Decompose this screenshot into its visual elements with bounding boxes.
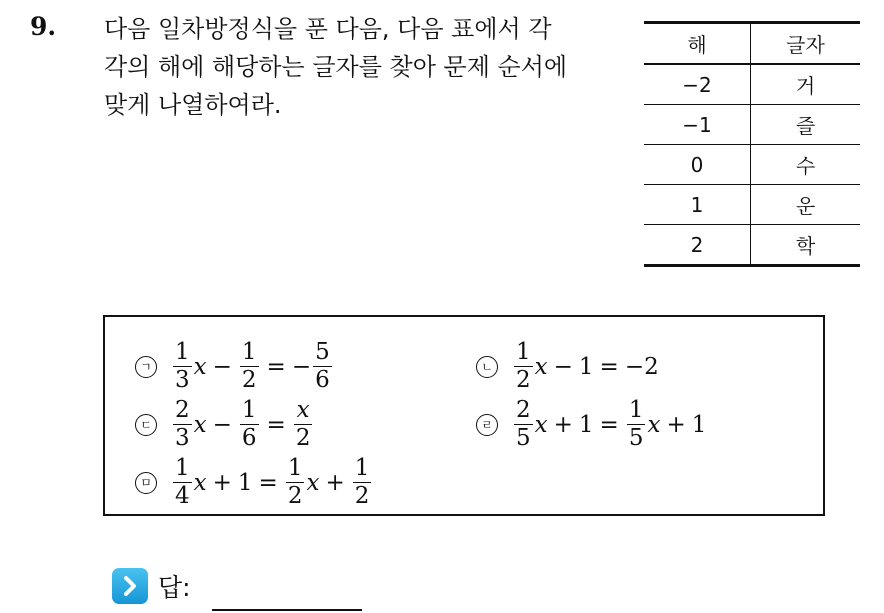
marker-b: ㄴ	[476, 356, 498, 378]
table-row	[644, 145, 860, 185]
fraction: $\frac{1}{5}$	[628, 397, 644, 451]
fraction: $\frac{x}{2}$	[295, 397, 311, 451]
marker-a: ㄱ	[135, 356, 157, 378]
marker-e: ㅁ	[135, 472, 157, 494]
solution-cell: −1	[644, 105, 751, 145]
fraction: $\frac{1}{2}$	[516, 339, 531, 393]
equation-a: ㄱ $\frac{1}{3}$ x − $\frac{1}{2}$ = − $\frac{5}{6}$	[135, 341, 334, 392]
solution-cell: 0	[644, 145, 751, 185]
answer-row	[112, 568, 191, 604]
letter-cell: 거	[751, 64, 861, 105]
letter-cell: 즐	[751, 105, 861, 145]
solution-cell: 1	[644, 185, 751, 225]
header-solution: 해	[644, 23, 751, 65]
question-line: 각의 해에 해당하는 글자를 찾아 문제 순서에	[104, 53, 568, 81]
equation-e: ㅁ $\frac{1}{4}$ x + 1 = $\frac{1}{2}$ x + $\frac{1}{2}$	[135, 457, 373, 508]
fraction: $\frac{1}{4}$	[175, 455, 190, 509]
fraction: $\frac{1}{3}$	[175, 339, 190, 393]
letter-cell: 학	[795, 234, 816, 258]
table-row	[644, 185, 860, 225]
table-header-row	[644, 23, 860, 65]
answer-blank[interactable]	[212, 609, 362, 611]
question-number: 9.	[30, 12, 57, 41]
fraction: $\frac{1}{2}$	[241, 339, 257, 393]
fraction: $\frac{1}{2}$	[354, 455, 370, 509]
fraction: $\frac{1}{6}$	[241, 397, 257, 451]
chevron-right-icon	[112, 568, 148, 604]
equation-c: ㄷ $\frac{2}{3}$ x − $\frac{1}{6}$ = $\frac{x}{2}$	[135, 399, 314, 450]
fraction: $\frac{2}{5}$	[516, 397, 531, 451]
equation-d: ㄹ $\frac{2}{5}$ x + 1 = $\frac{1}{5}$ x + 1	[476, 399, 706, 450]
answer-label: 답:	[158, 573, 191, 602]
marker-c: ㄷ	[135, 414, 157, 436]
fraction: $\frac{2}{3}$	[175, 397, 190, 451]
header-letter: 글자	[751, 23, 861, 65]
question-line: 맞게 나열하여라.	[104, 91, 282, 119]
equations-box	[103, 315, 825, 516]
solution-letter-table	[644, 21, 860, 267]
equation-b: ㄴ $\frac{1}{2}$ x − 1 = −2	[476, 341, 659, 392]
solution-cell: 2	[644, 225, 751, 266]
letter-cell: 수	[751, 145, 861, 185]
question-line: 다음 일차방정식을 푼 다음, 다음 표에서 각	[104, 15, 552, 43]
letter-cell: 운	[751, 185, 861, 225]
table-row	[644, 64, 860, 105]
fraction: $\frac{5}{6}$	[315, 339, 330, 393]
question-text	[104, 10, 614, 124]
marker-d: ㄹ	[476, 414, 498, 436]
table-row	[644, 105, 860, 145]
fraction: $\frac{1}{2}$	[287, 455, 303, 509]
solution-cell: −2	[644, 64, 751, 105]
table-row	[644, 225, 860, 266]
